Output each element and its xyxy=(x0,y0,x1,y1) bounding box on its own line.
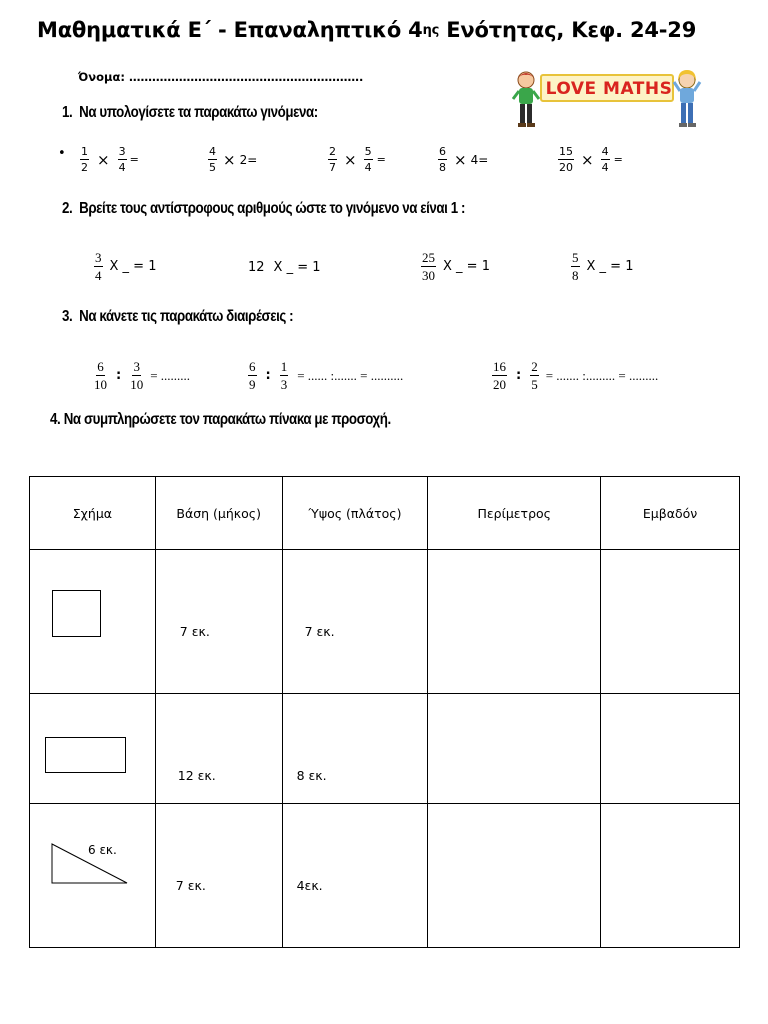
base-cell xyxy=(155,694,282,804)
answer-blank[interactable]: = ......... xyxy=(150,367,191,383)
header-shape: Σχήμα xyxy=(30,477,156,550)
fraction: $\frac{15}{20}$ xyxy=(559,145,573,174)
fraction: $\frac{6}{8}$ xyxy=(439,145,446,174)
reciprocal-blank[interactable]: X _ = 1 xyxy=(109,259,157,274)
equals-sign: = xyxy=(129,153,139,166)
height-cell xyxy=(282,694,428,804)
fraction: $\frac{3}{10}$ xyxy=(130,359,144,392)
times-symbol: × xyxy=(581,150,594,169)
answer-blank[interactable]: = ...... :....... = .......... xyxy=(297,367,404,383)
fraction: $\frac{6}{9}$ xyxy=(249,359,256,392)
perimeter-input-cell[interactable] xyxy=(428,804,601,948)
shapes-table xyxy=(29,476,740,948)
header-height: Ύψος (πλάτος) xyxy=(282,477,428,550)
height-cell xyxy=(282,550,428,694)
divide-symbol: : xyxy=(116,368,122,383)
header-base: Βάση (μήκος) xyxy=(155,477,282,550)
love-maths-logo xyxy=(512,68,702,130)
question-4-heading xyxy=(50,411,391,429)
table-header-row xyxy=(30,477,740,550)
fraction: $\frac{5}{4}$ xyxy=(364,145,372,174)
question-2-text: Βρείτε τους αντίστροφους αριθμούς ώστε το γινόμενο να είναι 1 : xyxy=(79,200,466,217)
question-2-heading xyxy=(62,200,465,218)
shape-cell xyxy=(30,694,156,804)
divide-symbol: : xyxy=(516,368,522,383)
question-4-number: 4. xyxy=(50,411,61,428)
fraction: $\frac{1}{2}$ xyxy=(81,145,88,174)
shape-cell xyxy=(30,550,156,694)
table-row xyxy=(30,804,740,948)
question-1-text: Να υπολογίσετε τα παρακάτω γινόμενα: xyxy=(79,104,318,121)
table-row xyxy=(30,694,740,804)
fraction: $\frac{3}{4}$ xyxy=(118,145,126,174)
fraction: $\frac{2}{7}$ xyxy=(329,145,336,174)
fraction: $\frac{4}{5}$ xyxy=(209,145,216,174)
title-tail: Ενότητας, Κεφ. 24-29 xyxy=(439,18,697,42)
header-perimeter: Περίμετρος xyxy=(428,477,601,550)
fraction: $\frac{3}{4}$ xyxy=(95,250,102,283)
triangle-side-label: 6 εκ. xyxy=(88,843,117,857)
shape-cell xyxy=(30,804,156,948)
area-input-cell[interactable] xyxy=(601,694,740,804)
fraction: $\frac{5}{8}$ xyxy=(572,250,579,283)
times-symbol: × xyxy=(223,150,236,169)
perimeter-input-cell[interactable] xyxy=(428,694,601,804)
height-value: 7 εκ. xyxy=(304,624,335,639)
q1-expression-3 xyxy=(328,146,386,173)
q2-expression-2 xyxy=(248,251,321,283)
question-1-number: 1. xyxy=(62,104,73,121)
base-value: 7 εκ. xyxy=(179,624,210,639)
q3-expression-3 xyxy=(492,360,658,391)
logo-text: LOVE MATHS xyxy=(545,79,673,99)
q2-expression-1 xyxy=(94,251,156,282)
whole-number: 2= xyxy=(239,152,258,167)
boy-cartoon-icon xyxy=(512,68,542,130)
bullet-glyph: • xyxy=(58,146,66,161)
base-value: 12 εκ. xyxy=(177,768,216,783)
q1-expression-4 xyxy=(438,146,488,173)
times-symbol: × xyxy=(97,150,110,169)
fraction: $\frac{6}{10}$ xyxy=(94,359,107,392)
divide-symbol: : xyxy=(265,368,271,383)
whole-number: 4= xyxy=(470,152,489,167)
base-cell xyxy=(155,550,282,694)
question-2-number: 2. xyxy=(62,200,73,217)
reciprocal-blank[interactable]: X _ = 1 xyxy=(443,259,490,274)
whole-number: 12 xyxy=(248,259,265,275)
question-1-heading xyxy=(62,104,318,122)
question-3-heading xyxy=(62,308,293,326)
fraction: $\frac{1}{3}$ xyxy=(280,359,288,392)
area-input-cell[interactable] xyxy=(601,550,740,694)
height-value: 4εκ. xyxy=(296,878,323,893)
q3-expression-1 xyxy=(94,360,190,391)
q1-expression-1 xyxy=(80,146,139,173)
reciprocal-blank[interactable]: X _ = 1 xyxy=(273,259,321,275)
page-title xyxy=(37,18,696,42)
q1-expression-2 xyxy=(208,146,257,173)
q2-expression-4 xyxy=(571,251,633,282)
equals-sign: = xyxy=(376,153,386,166)
reciprocal-blank[interactable]: X _ = 1 xyxy=(586,259,634,274)
perimeter-input-cell[interactable] xyxy=(428,550,601,694)
logo-banner xyxy=(540,74,674,102)
times-symbol: × xyxy=(454,150,467,169)
fraction: $\frac{2}{5}$ xyxy=(531,359,538,392)
q2-expression-3 xyxy=(421,251,490,282)
girl-cartoon-icon xyxy=(672,68,702,130)
fraction: $\frac{4}{4}$ xyxy=(601,145,609,174)
name-field-line[interactable]: Όνομα: ……………………………………………………. xyxy=(78,70,364,84)
table-row xyxy=(30,550,740,694)
title-main: Μαθηματικά Ε΄ - Επαναληπτικό 4 xyxy=(37,18,423,42)
title-superscript: ης xyxy=(422,23,440,38)
q3-expression-2 xyxy=(248,360,403,391)
fraction: $\frac{16}{20}$ xyxy=(493,359,506,392)
answer-blank[interactable]: = ....... :......... = ......... xyxy=(545,367,659,383)
question-3-text: Να κάνετε τις παρακάτω διαιρέσεις : xyxy=(79,308,294,325)
times-symbol: × xyxy=(344,150,357,169)
area-input-cell[interactable] xyxy=(601,804,740,948)
question-4-text: Να συμπληρώσετε τον παρακάτω πίνακα με προσοχή. xyxy=(63,411,391,428)
equals-sign: = xyxy=(613,153,623,166)
height-value: 8 εκ. xyxy=(296,768,327,783)
height-cell xyxy=(282,804,428,948)
header-area: Εμβαδόν xyxy=(601,477,740,550)
base-value: 7 εκ. xyxy=(175,878,206,893)
square-shape-icon xyxy=(52,590,101,637)
rectangle-shape-icon xyxy=(45,737,126,773)
question-3-number: 3. xyxy=(62,308,73,325)
base-cell xyxy=(155,804,282,948)
q1-expression-5 xyxy=(558,146,623,173)
bullet xyxy=(58,146,66,161)
fraction: $\frac{25}{30}$ xyxy=(422,250,435,283)
